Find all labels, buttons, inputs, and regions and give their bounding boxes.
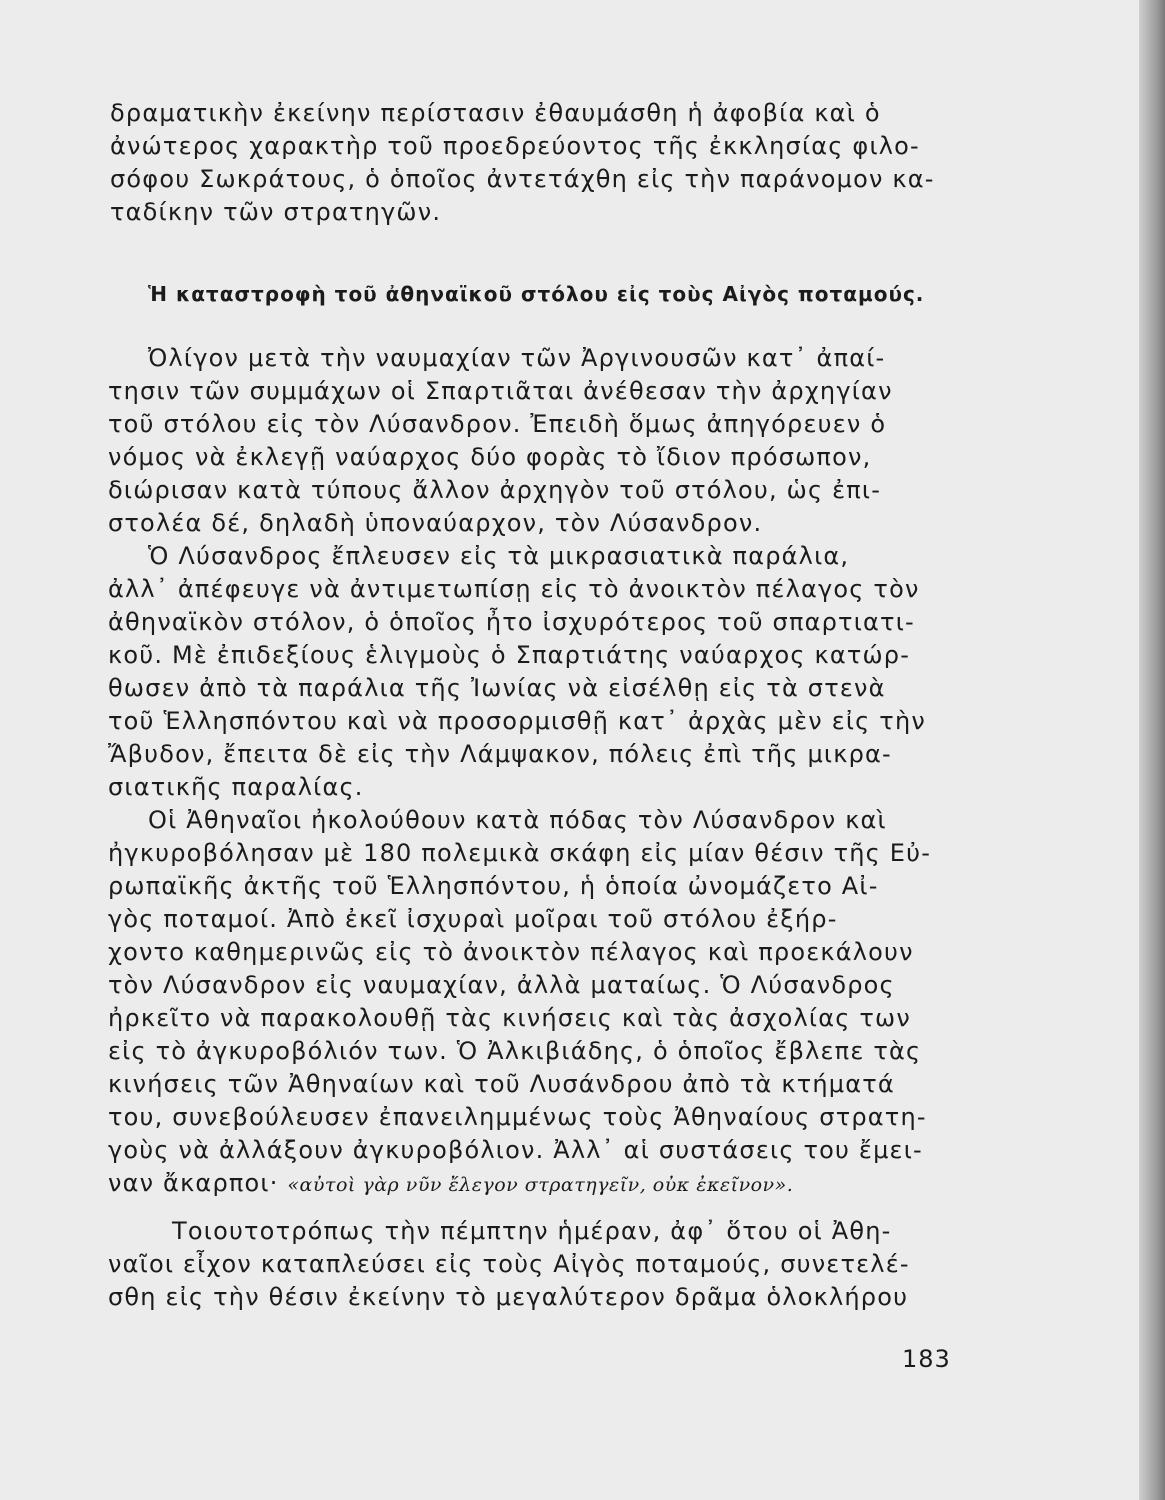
text-line: στολέα δέ, δηλαδὴ ὑποναύαρχον, τὸν Λύσανδρον. [108,509,763,537]
text-line: γοὺς νὰ ἀλλάξουν ἀγκυροβόλιον. Ἀλλ᾽ αἱ συστάσεις του ἔμει- [108,1136,923,1164]
text-line: Ὀλίγον μετὰ τὴν ναυμαχίαν τῶν Ἀργινουσῶν κατ᾽ ἀπαί- [148,344,886,372]
text-line: γὸς ποταμοί. Ἀπὸ ἐκεῖ ἰσχυραὶ μοῖραι τοῦ στόλου ἐξήρ- [108,905,838,933]
text-line: του, συνεβούλευσεν ἐπανειλημμένως τοὺς Ἀθηναίους στρατη- [108,1103,927,1131]
text-segment: ναν ἄκαρποι· [108,1169,279,1197]
text-line: τὸν Λύσανδρον εἰς ναυμαχίαν, ἀλλὰ ματαίως. Ὁ Λύσανδρος [108,971,895,999]
text-line [108,1168,793,1200]
text-line: εἰς τὸ ἀγκυροβόλιόν των. Ὁ Ἀλκιβιάδης, ὁ ὁποῖος ἔβλεπε τὰς [108,1037,922,1065]
text-line: νόμος νὰ ἐκλεγῇ ναύαρχος δύο φορὰς τὸ ἴδιον πρόσωπον, [108,443,872,471]
text-line: τοῦ στόλου εἰς τὸν Λύσανδρον. Ἐπειδὴ ὅμως ἀπηγόρευεν ὁ [108,410,887,438]
text-line: ρωπαϊκῆς ἀκτῆς τοῦ Ἑλλησπόντου, ἡ ὁποία ὠνομάζετο Αἰ- [108,872,879,900]
text-line: ναῖοι εἶχον καταπλεύσει εἰς τοὺς Αἰγὸς ποταμούς, συνετελέ- [108,1250,910,1278]
text-line: τησιν τῶν συμμάχων οἱ Σπαρτιᾶται ἀνέθεσαν τὴν ἀρχηγίαν [108,377,893,405]
text-line: Τοιουτοτρόπως τὴν πέμπτην ἡμέραν, ἀφ᾽ ὅτου οἱ Ἀθη- [172,1217,892,1245]
text-line: δραματικὴν ἐκείνην περίστασιν ἐθαυμάσθη ἡ ἀφοβία καὶ ὁ [110,99,881,127]
text-line: Ἄβυδον, ἔπειτα δὲ εἰς τὴν Λάμψακον, πόλεις ἐπὶ τῆς μικρα- [108,740,892,768]
text-line: ἀλλ᾽ ἀπέφευγε νὰ ἀντιμετωπίσῃ εἰς τὸ ἀνοικτὸν πέλαγος τὸν [108,575,920,603]
text-line: ἠρκεῖτο νὰ παρακολουθῇ τὰς κινήσεις καὶ τὰς ἀσχολίας των [108,1004,911,1032]
text-line: ἀθηναϊκὸν στόλον, ὁ ὁποῖος ἦτο ἰσχυρότερος τοῦ σπαρτιατι- [108,608,915,636]
page-number: 183 [902,1345,951,1373]
text-line: θωσεν ἀπὸ τὰ παράλια τῆς Ἰωνίας νὰ εἰσέλθῃ εἰς τὰ στενὰ [108,674,886,702]
text-line: Ὁ Λύσανδρος ἔπλευσεν εἰς τὰ μικρασιατικὰ παράλια, [148,542,850,570]
text-line: σιατικῆς παραλίας. [108,773,364,801]
text-line: κινήσεις τῶν Ἀθηναίων καὶ τοῦ Λυσάνδρου ἀπὸ τὰ κτήματά [108,1070,895,1098]
text-line: σόφου Σωκράτους, ὁ ὁποῖος ἀντετάχθη εἰς τὴν παράνομον κα- [110,165,935,193]
text-line: ἀνώτερος χαρακτὴρ τοῦ προεδρεύοντος τῆς ἐκκλησίας φιλο- [110,132,920,160]
text-line: κοῦ. Μὲ ἐπιδεξίους ἑλιγμοὺς ὁ Σπαρτιάτης ναύαρχος κατώρ- [108,641,911,669]
text-line: Οἱ Ἀθηναῖοι ἠκολούθουν κατὰ πόδας τὸν Λύσανδρον καὶ [148,806,887,834]
text-line: ταδίκην τῶν στρατηγῶν. [110,198,442,226]
text-line: χοντο καθημερινῶς εἰς τὸ ἀνοικτὸν πέλαγος καὶ προεκάλουν [108,938,914,966]
text-line: σθη εἰς τὴν θέσιν ἐκείνην τὸ μεγαλύτερον δρᾶμα ὁλοκλήρου [108,1283,909,1311]
quote-text: «αὐτοὶ γὰρ νῦν ἔλεγον στρατηγεῖν, οὐκ ἐκεῖνον». [287,1174,794,1196]
text-line: ἠγκυροβόλησαν μὲ 180 πολεμικὰ σκάφη εἰς μίαν θέσιν τῆς Εὐ- [108,839,932,867]
text-line: διώρισαν κατὰ τύπους ἄλλον ἀρχηγὸν τοῦ στόλου, ὡς ἐπι- [108,476,882,504]
text-line: τοῦ Ἑλλησπόντου καὶ νὰ προσορμισθῇ κατ᾽ ἀρχὰς μὲν εἰς τὴν [108,707,926,735]
section-heading: Ἡ καταστροφὴ τοῦ ἀθηναϊκοῦ στόλου εἰς τοὺς Αἰγὸς ποταμούς. [148,282,925,306]
